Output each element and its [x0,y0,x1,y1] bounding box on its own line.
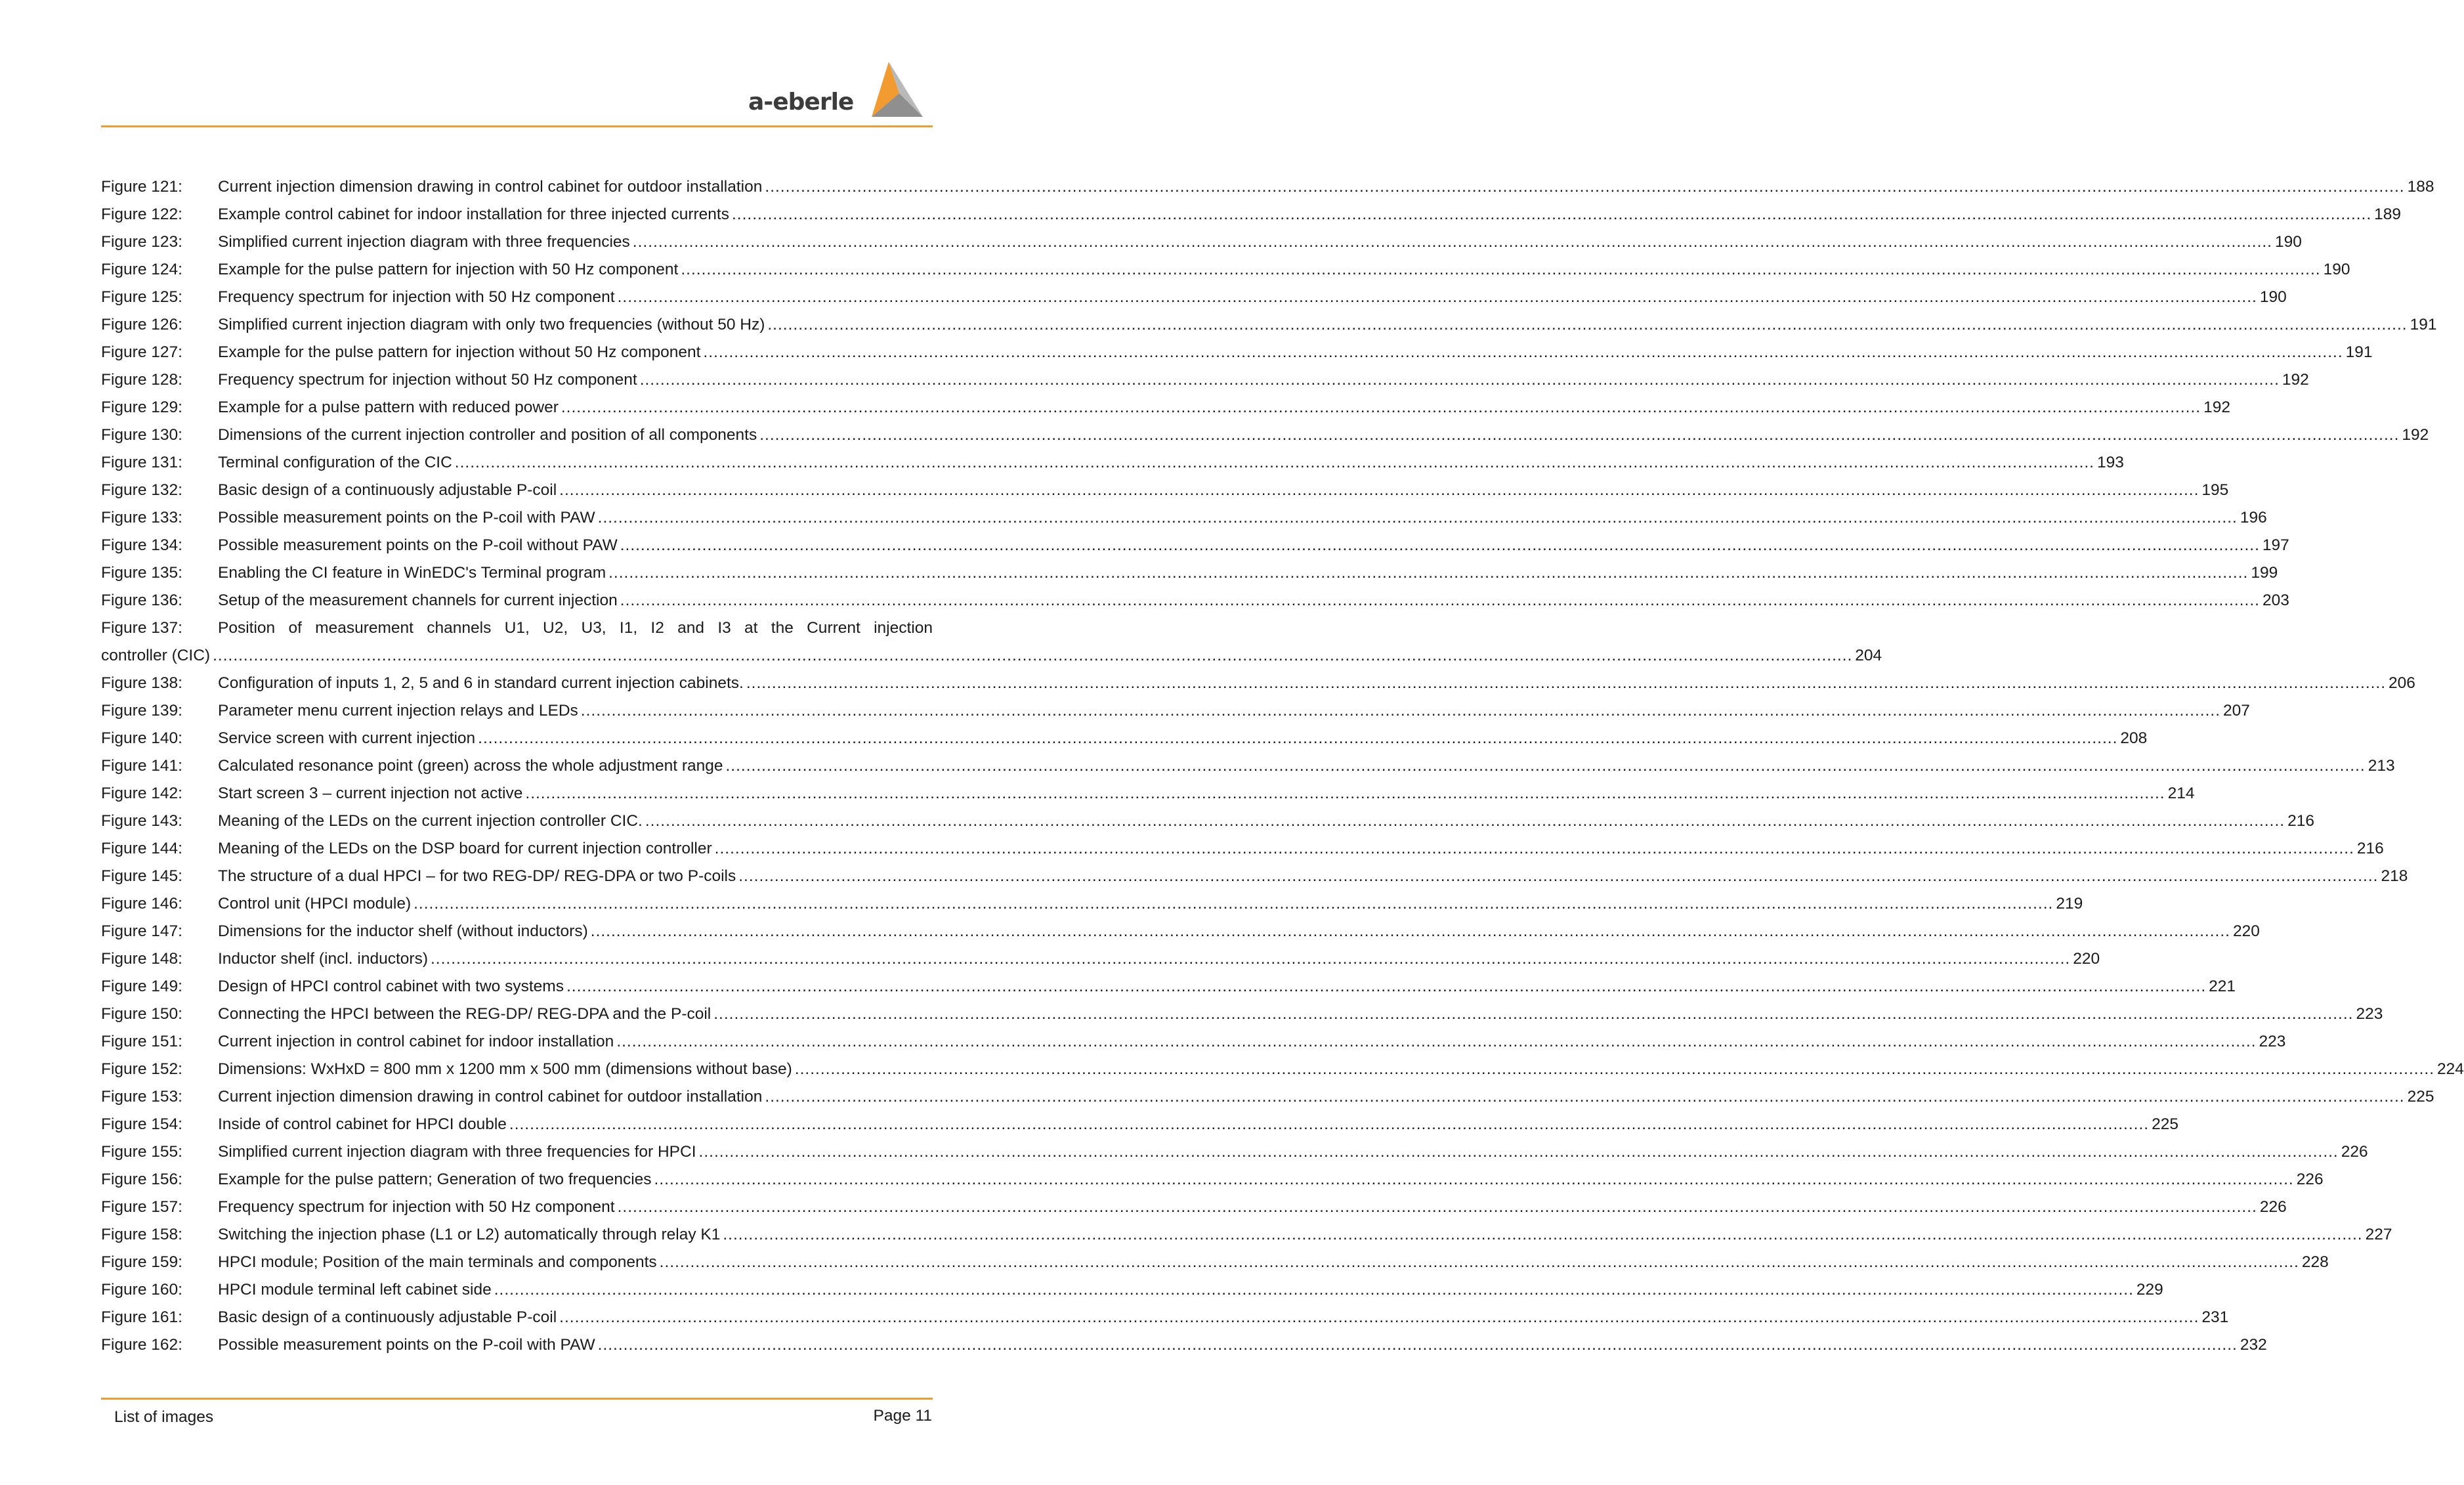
figure-label: Figure 149: [101,978,182,995]
figure-title: Control unit (HPCI module) [218,895,412,913]
dot-leader [478,725,2117,752]
figure-title: Simplified current injection diagram with three frequencies for HPCI [218,1143,696,1161]
page-number: 227 [2365,1226,2392,1243]
figure-label: Figure 146: [101,895,182,913]
toc-entry[interactable] [101,559,2278,587]
figure-title: Dimensions of the current injection controller and position of all components [218,426,757,444]
toc-entry[interactable] [101,780,2195,807]
toc-entry[interactable] [101,1249,2329,1276]
dot-leader [654,1166,2294,1194]
figure-title: Simplified current injection diagram with only two frequencies (without 50 Hz) [218,316,765,334]
figure-title: Basic design of a continuously adjustable P-coil [218,1308,557,1326]
page-number: 220 [2232,922,2260,940]
page-number: 208 [2120,729,2148,747]
toc-entry[interactable] [101,670,2415,697]
toc-entry[interactable] [101,1166,2324,1194]
dot-leader [633,228,2272,256]
toc-entry[interactable] [101,697,2250,725]
figure-label: Figure 130: [101,426,182,444]
figure-label: Figure 143: [101,812,182,830]
page-number: 219 [2056,895,2083,913]
figure-label: Figure 148: [101,950,182,968]
page-number: 204 [1855,647,1882,664]
toc-entry[interactable] [101,945,2100,973]
figure-label: Figure 124: [101,261,182,278]
figure-title: Current injection dimension drawing in control cabinet for outdoor installation [218,178,763,196]
toc-entry[interactable] [101,477,2229,504]
figure-label: Figure 144: [101,840,182,857]
toc-entry[interactable] [101,1028,2286,1056]
figure-title: Dimensions: WxHxD = 800 mm x 1200 mm x 500 mm (dimensions without base) [218,1060,792,1078]
toc-entry[interactable] [101,1221,2392,1249]
dot-leader [608,559,2248,587]
dot-leader [725,752,2365,780]
dot-leader [640,366,2280,394]
toc-entry[interactable] [101,256,2350,284]
figure-title: Frequency spectrum for injection with 50 Hz component [218,288,615,306]
footer-section-title: List of images [114,1408,214,1426]
dot-leader [620,532,2260,559]
toc-entry[interactable] [101,807,2314,835]
figure-title: Simplified current injection diagram with three frequencies [218,233,630,251]
toc-entry[interactable] [101,614,1882,670]
toc-entry[interactable] [101,863,2408,890]
page-number: 231 [2201,1308,2229,1326]
page-number: 220 [2073,950,2100,968]
figure-title: Example for a pulse pattern with reduced power [218,398,559,416]
page-number: 196 [2240,509,2267,527]
page-number: 225 [2152,1115,2178,1133]
page-number: 193 [2096,454,2124,471]
figure-title: Frequency spectrum for injection without 50 Hz component [218,371,637,389]
toc-entry[interactable] [101,228,2302,256]
dot-leader [703,339,2343,366]
toc-entry[interactable] [101,504,2267,532]
toc-entry[interactable] [101,1083,2434,1111]
figure-label: Figure 137: [101,619,182,637]
toc-entry[interactable] [101,1138,2368,1166]
dot-leader [213,642,1852,670]
toc-entry[interactable] [101,752,2395,780]
figure-label: Figure 147: [101,922,182,940]
figure-label: Figure 153: [101,1088,182,1106]
figure-label: Figure 126: [101,316,182,334]
figure-label: Figure 134: [101,536,182,554]
page-number: 203 [2262,592,2289,609]
dot-leader [598,504,2238,532]
page-number: 232 [2240,1336,2267,1354]
dot-leader [681,256,2320,284]
figure-label: Figure 125: [101,288,182,306]
page-number: 224 [2437,1060,2464,1078]
figure-title: Position of measurement channels U1, U2, U3, I1, I2 and I3 at the Current injection [218,619,933,637]
toc-entry[interactable] [101,201,2402,228]
toc-entry[interactable] [101,1304,2229,1331]
page-number: 190 [2323,261,2350,278]
dot-leader [618,1194,2257,1221]
header-rule [101,125,933,127]
page-number: 191 [2410,316,2437,334]
figure-label: Figure 161: [101,1308,182,1326]
page-number: 190 [2274,233,2302,251]
page-number: 192 [2203,398,2230,416]
figure-label: Figure 156: [101,1171,182,1188]
toc-entry[interactable] [101,918,2260,945]
dot-leader [767,311,2407,339]
footer-page-number: Page 11 [873,1407,932,1425]
figure-title: HPCI module terminal left cabinet side [218,1281,492,1299]
figure-label: Figure 154: [101,1115,182,1133]
figure-label: Figure 123: [101,233,182,251]
figure-title: Setup of the measurement channels for current injection [218,592,618,609]
figure-label: Figure 145: [101,867,182,885]
toc-entry[interactable] [101,532,2289,559]
page-number: 207 [2223,702,2250,720]
figure-title: Example for the pulse pattern for injection without 50 Hz component [218,343,701,361]
figure-title: The structure of a dual HPCI – for two REG-DP/ REG-DPA or two P-coils [218,867,736,885]
toc-entry[interactable] [101,1276,2163,1304]
figure-title: Parameter menu current injection relays and LEDs [218,702,578,720]
figure-title: Enabling the CI feature in WinEDC's Terminal program [218,564,606,582]
figure-label: Figure 121: [101,178,182,196]
figure-title: Calculated resonance point (green) across the whole adjustment range [218,757,723,775]
figure-label: Figure 131: [101,454,182,471]
footer-rule [101,1398,933,1400]
page-number: 195 [2201,481,2229,499]
dot-leader [645,807,2285,835]
figure-title: Switching the injection phase (L1 or L2) automatically through relay K1 [218,1226,721,1243]
page-number: 218 [2381,867,2408,885]
toc-entry[interactable] [101,339,2373,366]
figure-label: Figure 160: [101,1281,182,1299]
dot-leader [715,835,2354,863]
figure-title: Basic design of a continuously adjustable P-coil [218,481,557,499]
toc-entry[interactable] [101,449,2124,477]
list-of-figures [101,173,2464,1359]
page-number: 226 [2259,1198,2287,1216]
toc-entry[interactable] [101,587,2289,614]
figure-title: Start screen 3 – current injection not active [218,785,523,802]
figure-title: Example for the pulse pattern for injection with 50 Hz component [218,261,679,278]
page-number: 192 [2282,371,2309,389]
dot-leader [620,587,2260,614]
dot-leader [559,1304,2199,1331]
toc-entry[interactable] [101,366,2309,394]
page-number: 213 [2368,757,2395,775]
dot-leader [455,449,2094,477]
toc-entry[interactable] [101,394,2230,421]
page-number: 216 [2356,840,2384,857]
toc-entry[interactable] [101,1001,2383,1028]
figure-label: Figure 138: [101,674,182,692]
toc-entry[interactable] [101,890,2083,918]
dot-leader [509,1111,2149,1138]
figure-label: Figure 162: [101,1336,182,1354]
page-number: 199 [2251,564,2278,582]
dot-leader [566,973,2206,1001]
figure-label: Figure 158: [101,1226,182,1243]
page-number: 221 [2209,978,2236,995]
page-number: 214 [2167,785,2195,802]
figure-label: Figure 135: [101,564,182,582]
figure-title: Configuration of inputs 1, 2, 5 and 6 in standard current injection cabinets. [218,674,744,692]
dot-leader [738,863,2378,890]
dot-leader [561,394,2201,421]
dot-leader [559,477,2199,504]
figure-title: Current injection dimension drawing in control cabinet for outdoor installation [218,1088,763,1106]
toc-entry[interactable] [101,1111,2178,1138]
figure-label: Figure 132: [101,481,182,499]
dot-leader [660,1249,2299,1276]
toc-entry[interactable] [101,973,2236,1001]
figure-label: Figure 140: [101,729,182,747]
figure-title-continued: controller (CIC) [101,647,211,664]
figure-label: Figure 133: [101,509,182,527]
toc-entry[interactable] [101,835,2384,863]
figure-title: Inductor shelf (incl. inductors) [218,950,428,968]
figure-label: Figure 157: [101,1198,182,1216]
figure-label: Figure 159: [101,1253,182,1271]
figure-title: Dimensions for the inductor shelf (without inductors) [218,922,588,940]
page-number: 192 [2402,426,2429,444]
figure-label: Figure 136: [101,592,182,609]
figure-label: Figure 129: [101,398,182,416]
figure-label: Figure 142: [101,785,182,802]
toc-entry[interactable] [101,1194,2287,1221]
toc-entry[interactable] [101,284,2287,311]
page-number: 228 [2301,1253,2329,1271]
toc-entry[interactable] [101,173,2434,201]
dot-leader [732,201,2371,228]
toc-entry[interactable] [101,725,2148,752]
dot-leader [494,1276,2134,1304]
toc-entry[interactable] [101,421,2429,449]
figure-title: Connecting the HPCI between the REG-DP/ REG-DPA and the P-coil [218,1005,712,1023]
figure-title: Meaning of the LEDs on the current injection controller CIC. [218,812,643,830]
dot-leader [759,421,2399,449]
dot-leader [525,780,2165,807]
figure-title: Frequency spectrum for injection with 50 Hz component [218,1198,615,1216]
dot-leader [414,890,2053,918]
figure-title: Example control cabinet for indoor installation for three injected currents [218,205,729,223]
page-number: 191 [2345,343,2373,361]
page-number: 225 [2407,1088,2434,1106]
toc-entry[interactable] [101,311,2437,339]
page-number: 206 [2389,674,2415,692]
dot-leader [713,1001,2353,1028]
dot-leader [746,670,2386,697]
dot-leader [795,1056,2434,1083]
figure-title: Possible measurement points on the P-coil with PAW [218,509,595,527]
page-number: 223 [2356,1005,2383,1023]
toc-entry[interactable] [101,1331,2267,1359]
figure-title: Terminal configuration of the CIC [218,454,452,471]
figure-title: Possible measurement points on the P-coil with PAW [218,1336,595,1354]
triangle-logo-icon [859,59,924,119]
figure-label: Figure 141: [101,757,182,775]
dot-leader [431,945,2070,973]
figure-title: HPCI module; Position of the main terminals and components [218,1253,657,1271]
page-number: 226 [2296,1171,2324,1188]
dot-leader [616,1028,2256,1056]
page-number: 188 [2407,178,2434,196]
page-number: 226 [2341,1143,2368,1161]
dot-leader [765,1083,2404,1111]
page-number: 216 [2287,812,2314,830]
logo-wordmark: a-eberle [748,89,854,116]
figure-label: Figure 150: [101,1005,182,1023]
figure-label: Figure 152: [101,1060,182,1078]
figure-title: Current injection in control cabinet for indoor installation [218,1033,614,1050]
figure-title: Example for the pulse pattern; Generation of two frequencies [218,1171,652,1188]
dot-leader [581,697,2220,725]
page-number: 229 [2136,1281,2163,1299]
page-number: 223 [2259,1033,2286,1050]
company-logo [748,59,925,121]
dot-leader [699,1138,2339,1166]
figure-label: Figure 122: [101,205,182,223]
dot-leader [591,918,2230,945]
figure-label: Figure 139: [101,702,182,720]
figure-label: Figure 128: [101,371,182,389]
figure-title: Service screen with current injection [218,729,476,747]
figure-title: Inside of control cabinet for HPCI double [218,1115,507,1133]
dot-leader [618,284,2257,311]
dot-leader [598,1331,2238,1359]
figure-title: Design of HPCI control cabinet with two systems [218,978,564,995]
figure-label: Figure 127: [101,343,182,361]
figure-label: Figure 155: [101,1143,182,1161]
figure-label: Figure 151: [101,1033,182,1050]
page-number: 197 [2262,536,2289,554]
dot-leader [765,173,2404,201]
figure-title: Meaning of the LEDs on the DSP board for current injection controller [218,840,712,857]
dot-leader [723,1221,2362,1249]
figure-title: Possible measurement points on the P-coil without PAW [218,536,618,554]
toc-entry[interactable] [101,1056,2464,1083]
page-number: 190 [2259,288,2287,306]
page-number: 189 [2374,205,2402,223]
